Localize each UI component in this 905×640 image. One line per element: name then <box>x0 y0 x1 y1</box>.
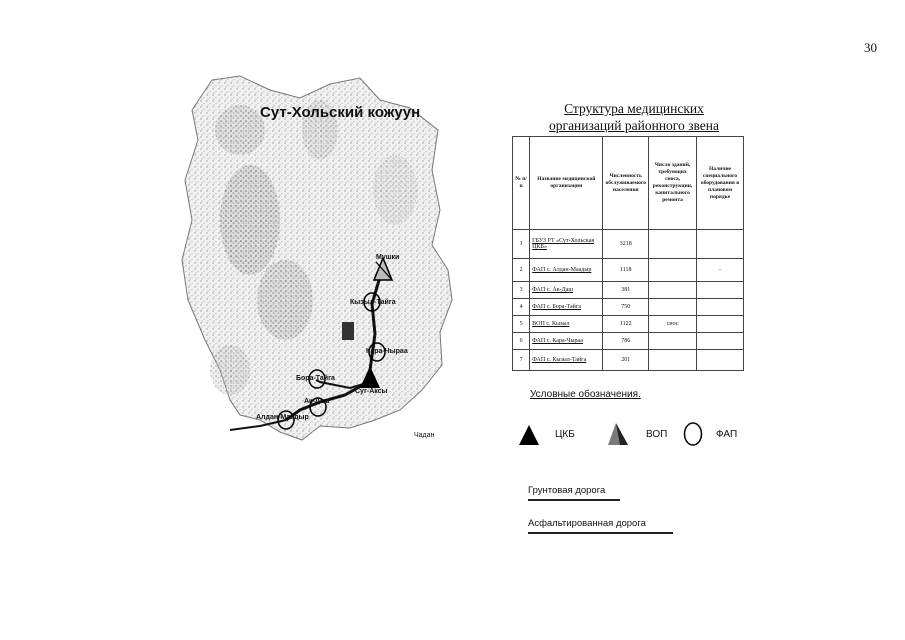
place-label: Мушки <box>376 254 400 261</box>
organization-name: ФАП с. Ак-Даш <box>530 282 603 299</box>
page-number: 30 <box>864 40 877 55</box>
place-label: Чадан <box>414 432 435 439</box>
place-label: Бора-Тайга <box>296 375 335 382</box>
structure-table <box>512 136 744 371</box>
building-symbol <box>342 322 354 340</box>
ckb-legend-icon <box>518 423 540 447</box>
table-title-line: Структура медицинских <box>564 101 704 116</box>
ckb-legend-label: ЦКБ <box>555 429 575 440</box>
place-label: Кызыл-Тайга <box>350 299 396 306</box>
row-number: 6 <box>513 333 530 350</box>
place-label: Кара-Чыраа <box>366 348 408 355</box>
equipment-cell <box>697 299 744 316</box>
renovation-cell <box>649 230 697 259</box>
table-title-line: организаций районного звена <box>549 118 719 133</box>
paved-road-line <box>528 532 673 534</box>
organization-name: ФАП с. Кызыл-Тайга <box>530 350 603 371</box>
dirt-road-line <box>528 499 620 501</box>
population: 3218 <box>603 230 649 259</box>
vop-legend-icon <box>606 421 630 447</box>
dirt-road-label: Грунтовая дорога <box>528 485 606 496</box>
fap-legend-label: ФАП <box>716 429 738 440</box>
population: 201 <box>603 350 649 371</box>
population: 1118 <box>603 259 649 282</box>
organization-name: ФАП с. Алдан-Маадыр <box>530 259 603 282</box>
renovation-cell <box>649 282 697 299</box>
equipment-cell <box>697 282 744 299</box>
renovation-cell <box>649 259 697 282</box>
district-map <box>170 70 460 455</box>
row-number: 2 <box>513 259 530 282</box>
table-row <box>513 259 744 282</box>
organization-name: ГБУЗ РТ «Сут-Хольская ЦКБ» <box>530 230 603 259</box>
paved-road-label: Асфальтированная дорога <box>528 518 646 529</box>
equipment-cell <box>697 230 744 259</box>
renovation-cell <box>649 333 697 350</box>
equipment-cell <box>697 316 744 333</box>
table-row <box>513 299 744 316</box>
table-title <box>520 100 748 134</box>
equipment-cell: - <box>697 259 744 282</box>
column-header: Численность обслуживаемого населения <box>603 137 649 230</box>
population: 381 <box>603 282 649 299</box>
organization-name: ФАП с. Бора-Тайга <box>530 299 603 316</box>
population: 1122 <box>603 316 649 333</box>
table-header-row <box>513 137 744 230</box>
fap-legend-icon <box>682 421 704 447</box>
table-row <box>513 316 744 333</box>
column-header: Название медицинской организации <box>530 137 603 230</box>
legend-title: Условные обозначения. <box>530 389 641 400</box>
row-number: 3 <box>513 282 530 299</box>
place-label: Суг-Аксы <box>355 388 388 395</box>
place-label: Алдан-Маадыр <box>256 414 309 421</box>
column-header: Число зданий, требующих сноса, реконструкции, капитального ремонта <box>649 137 697 230</box>
organization-name: ВОП с. Кызыл <box>530 316 603 333</box>
row-number: 7 <box>513 350 530 371</box>
equipment-cell <box>697 350 744 371</box>
renovation-cell <box>649 350 697 371</box>
equipment-cell <box>697 333 744 350</box>
table-row <box>513 282 744 299</box>
renovation-cell <box>649 299 697 316</box>
organization-name: ФАП с. Кара-Чыраа <box>530 333 603 350</box>
column-header: № п/п <box>513 137 530 230</box>
table-row <box>513 350 744 371</box>
column-header: Наличие специального оборудования в плановом порядке <box>697 137 744 230</box>
renovation-cell: снос <box>649 316 697 333</box>
table-row <box>513 230 744 259</box>
vop-legend-label: ВОП <box>646 429 668 440</box>
population: 786 <box>603 333 649 350</box>
row-number: 1 <box>513 230 530 259</box>
map-title: Сут-Хольский кожуун <box>260 104 421 121</box>
place-label: Ак-Даш <box>304 398 330 405</box>
row-number: 5 <box>513 316 530 333</box>
row-number: 4 <box>513 299 530 316</box>
table-row <box>513 333 744 350</box>
population: 750 <box>603 299 649 316</box>
